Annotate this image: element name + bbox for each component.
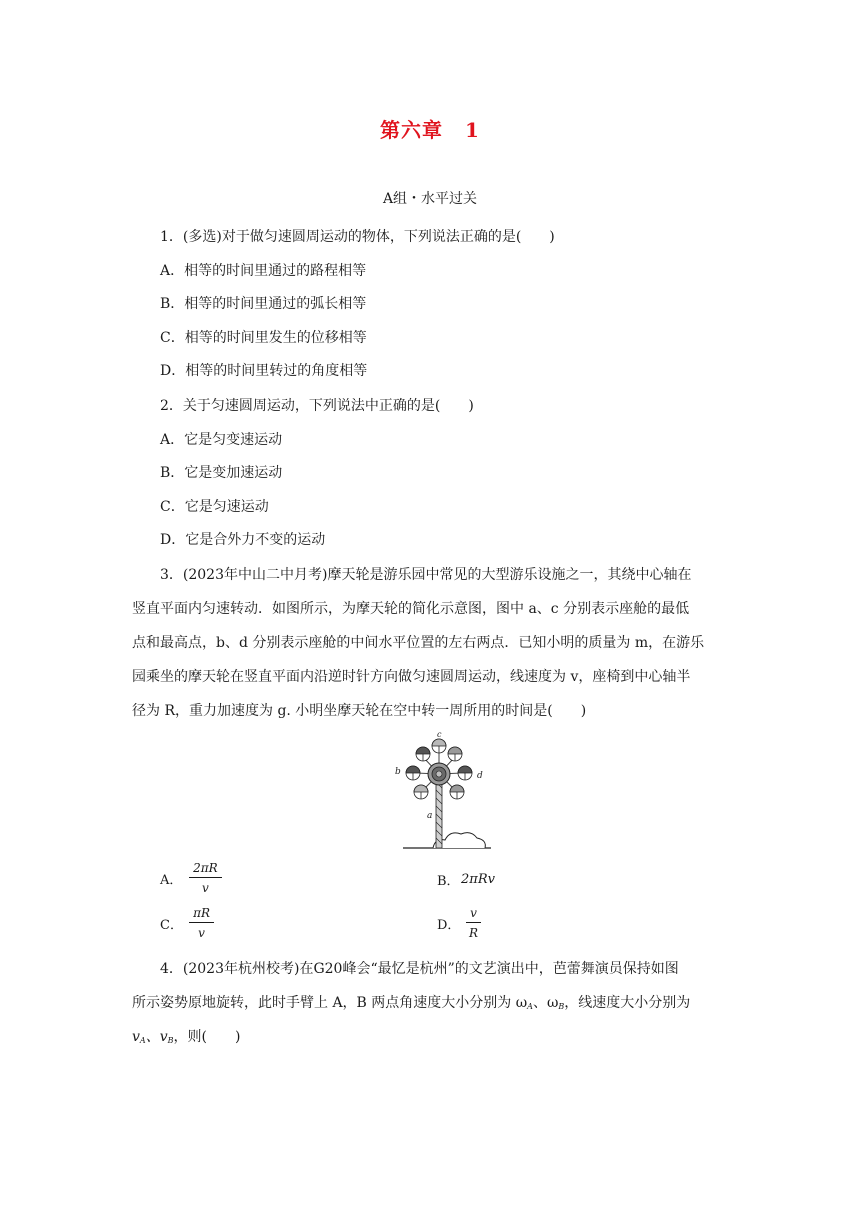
question-3-line-5: 径为 R，重力加速度为 g. 小明坐摩天轮在空中转一周所用的时间是( ) xyxy=(132,703,587,719)
question-3-option-c xyxy=(160,906,214,940)
question-1-stem: 1．(多选)对于做匀速圆周运动的物体，下列说法正确的是( ) xyxy=(160,229,555,245)
option-label: B． xyxy=(437,874,460,889)
question-3-line-2: 竖直平面内匀速转动．如图所示，为摩天轮的简化示意图，图中 a、c 分别表示座舱的最低 xyxy=(132,601,690,617)
subscript-vb: B xyxy=(167,1036,174,1045)
section-number: 1 xyxy=(465,118,480,142)
chapter-title xyxy=(0,114,860,143)
q4-v-2: 、v xyxy=(145,1029,168,1045)
question-2-option-d: D．它是合外力不变的运动 xyxy=(160,532,326,548)
option-text: 2πRv xyxy=(461,872,495,887)
question-1-option-c: C．相等的时间里发生的位移相等 xyxy=(160,330,367,346)
figure-label-c: c xyxy=(437,730,442,739)
figure-label-b: b xyxy=(395,767,401,777)
question-4-line-1: 4．(2023年杭州校考)在G20峰会“最忆是杭州”的文艺演出中，芭蕾舞演员保持如图 xyxy=(160,961,679,977)
denominator: R xyxy=(468,926,478,940)
denominator: v xyxy=(198,926,205,940)
figure-label-a: a xyxy=(427,811,433,821)
q4-v: v xyxy=(132,1029,140,1045)
figure-label-d: d xyxy=(477,771,483,781)
question-2-option-b: B．它是变加速运动 xyxy=(160,465,283,481)
subscript-a: A xyxy=(527,1002,533,1011)
fraction xyxy=(189,861,222,895)
q4-text-c: ，则( ) xyxy=(173,1029,241,1045)
numerator: πR xyxy=(189,906,214,923)
group-heading: A组・水平过关 xyxy=(382,191,478,207)
subscript-va: A xyxy=(139,1036,146,1045)
denominator: v xyxy=(201,881,209,895)
question-3-option-b xyxy=(437,870,495,889)
q4-text-b: ，线速度大小分别为 xyxy=(564,995,691,1011)
option-label: D． xyxy=(437,917,461,933)
fraction xyxy=(466,906,481,940)
question-4-line-2 xyxy=(132,992,690,1012)
numerator: v xyxy=(466,906,481,923)
question-1-option-b: B．相等的时间里通过的弧长相等 xyxy=(160,296,367,312)
question-3-line-3: 点和最高点，b、d 分别表示座舱的中间水平位置的左右两点．已知小明的质量为 m，在游乐 xyxy=(132,635,705,651)
q4-separator: 、ω xyxy=(532,995,559,1011)
question-1-option-d: D．相等的时间里转过的角度相等 xyxy=(160,363,368,379)
question-3-line-4: 园乘坐的摩天轮在竖直平面内沿逆时针方向做匀速圆周运动，线速度为 v，座椅到中心轴半 xyxy=(132,669,691,685)
question-3-line-1: 3．(2023年中山二中月考)摩天轮是游乐园中常见的大型游乐设施之一，其绕中心轴在 xyxy=(160,567,692,583)
question-4-line-3 xyxy=(132,1026,240,1046)
question-3-option-d xyxy=(437,906,481,940)
fraction xyxy=(189,906,214,940)
question-1-option-a: A．相等的时间里通过的路程相等 xyxy=(160,263,367,279)
chapter-name: 第六章 xyxy=(380,118,444,142)
question-3-option-a xyxy=(160,861,222,895)
numerator: 2πR xyxy=(189,861,222,878)
option-label: A． xyxy=(160,872,183,888)
ferris-wheel-figure xyxy=(395,730,495,852)
question-2-option-a: A．它是匀变速运动 xyxy=(160,432,283,448)
option-label: C． xyxy=(160,917,183,933)
subscript-b: B xyxy=(558,1002,565,1011)
question-2-option-c: C．它是匀速运动 xyxy=(160,499,269,515)
q4-text-a: 所示姿势原地旋转，此时手臂上 A，B 两点角速度大小分别为 ω xyxy=(132,995,528,1011)
question-2-stem: 2．关于匀速圆周运动，下列说法中正确的是( ) xyxy=(160,398,474,414)
